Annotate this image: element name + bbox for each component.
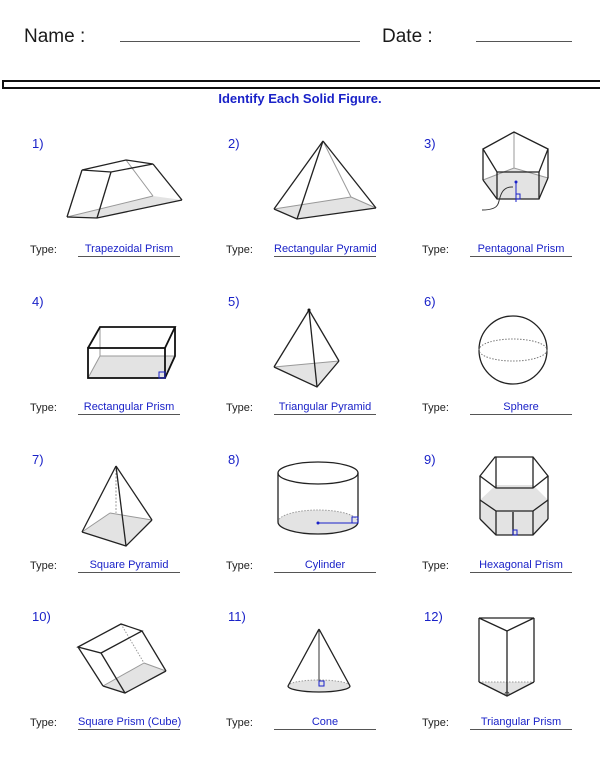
answer-field[interactable]: Trapezoidal Prism: [78, 242, 180, 257]
question-number: 10): [32, 609, 51, 624]
pentagonal-prism-icon: [392, 120, 592, 240]
type-label: Type:: [30, 402, 57, 414]
answer-field[interactable]: Sphere: [470, 400, 572, 415]
answer-field[interactable]: Rectangular Prism: [78, 400, 180, 415]
question-12: [392, 593, 592, 749]
question-5: [196, 278, 396, 434]
sphere-icon: [392, 278, 592, 398]
question-number: 9): [424, 452, 436, 467]
name-label: Name :: [24, 26, 86, 47]
question-number: 1): [32, 136, 44, 151]
question-number: 2): [228, 136, 240, 151]
worksheet-title: Identify Each Solid Figure.: [218, 91, 382, 106]
date-label: Date :: [382, 26, 433, 47]
trapezoidal-prism-icon: [0, 120, 200, 240]
rectangular-prism-icon: [0, 278, 200, 398]
type-label: Type:: [226, 244, 253, 256]
type-label: Type:: [422, 244, 449, 256]
triangular-prism-icon: [392, 593, 592, 713]
question-number: 4): [32, 294, 44, 309]
date-field[interactable]: [476, 41, 572, 42]
answer-field[interactable]: Cone: [274, 715, 376, 730]
question-11: [196, 593, 396, 749]
answer-field[interactable]: Triangular Pyramid: [274, 400, 376, 415]
name-field[interactable]: [120, 41, 360, 42]
question-7: [0, 436, 200, 592]
answer-field[interactable]: Square Pyramid: [78, 558, 180, 573]
answer-field[interactable]: Hexagonal Prism: [470, 558, 572, 573]
answer-field[interactable]: Cylinder: [274, 558, 376, 573]
answer-field[interactable]: Rectangular Pyramid: [274, 243, 377, 255]
answer-field[interactable]: Square Prism (Cube): [78, 716, 182, 728]
question-number: 8): [228, 452, 240, 467]
question-2: [196, 120, 396, 276]
type-label: Type:: [30, 560, 57, 572]
type-label: Type:: [422, 717, 449, 729]
hexagonal-prism-icon: [392, 436, 592, 556]
answer-field[interactable]: Pentagonal Prism: [470, 242, 572, 257]
type-label: Type:: [30, 244, 57, 256]
question-3: [392, 120, 592, 276]
cube-icon: [0, 593, 200, 713]
question-4: [0, 278, 200, 434]
cylinder-icon: [196, 436, 396, 556]
type-label: Type:: [226, 402, 253, 414]
question-number: 3): [424, 136, 436, 151]
header-divider: [2, 80, 600, 89]
question-number: 6): [424, 294, 436, 309]
type-label: Type:: [30, 717, 57, 729]
question-1: [0, 120, 200, 276]
cone-icon: [196, 593, 396, 713]
type-label: Type:: [422, 402, 449, 414]
square-pyramid-icon: [0, 436, 200, 556]
question-10: [0, 593, 200, 749]
question-8: [196, 436, 396, 592]
type-label: Type:: [226, 717, 253, 729]
question-6: [392, 278, 592, 434]
answer-field[interactable]: Triangular Prism: [470, 715, 572, 730]
question-number: 5): [228, 294, 240, 309]
triangular-pyramid-icon: [196, 278, 396, 398]
question-number: 11): [228, 609, 246, 624]
type-label: Type:: [226, 560, 253, 572]
question-9: [392, 436, 592, 592]
type-label: Type:: [422, 560, 449, 572]
question-number: 7): [32, 452, 44, 467]
rectangular-pyramid-icon: [196, 120, 396, 240]
question-number: 12): [424, 609, 443, 624]
